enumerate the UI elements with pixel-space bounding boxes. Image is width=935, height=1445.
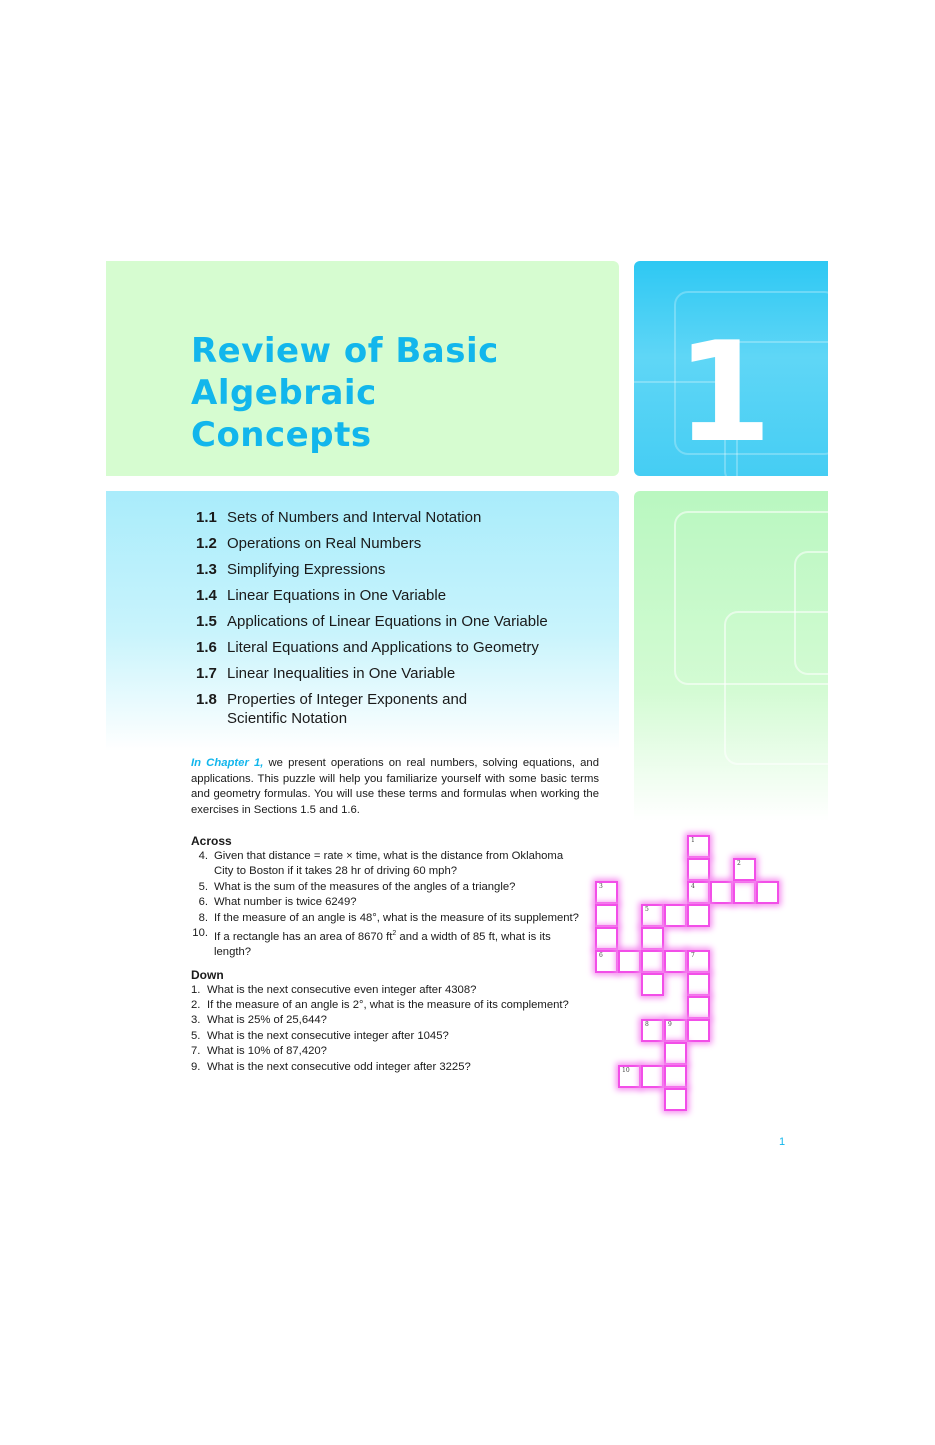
toc-title: Linear Inequalities in One Variable [227,665,456,682]
clue-number: 8. [198,911,208,924]
clue [191,895,581,910]
clue-text: What is 25% of 25,644? [207,1014,327,1027]
crossword-cell[interactable] [664,950,687,973]
clue [191,1029,581,1044]
toc-number: 1.1 [196,509,217,526]
crossword-cell[interactable] [687,858,710,881]
clue-number: 1. [191,983,201,996]
clue-text: What is the next consecutive integer after 1045? [207,1029,449,1042]
crossword-clues [191,833,581,1075]
intro-lead: In Chapter 1, [191,757,264,769]
decor-shape [794,551,828,675]
chapter-title [191,330,611,456]
toc-title: Operations on Real Numbers [227,535,422,552]
crossword-cell[interactable] [733,881,756,904]
crossword-cell[interactable]: 10 [618,1065,641,1088]
chapter-title-line-1: Review of Basic [191,331,499,371]
intro-text: we present operations on real numbers, solving equations, and applications. This puzzle will help you familiarize yourself with some basic terms and geometry formulas. You will use these terms and formulas when working the exercises in Sections 1.5 and 1.6. [191,757,600,816]
toc-number: 1.2 [196,535,217,552]
toc-item[interactable] [196,664,616,683]
clue-text: What is the sum of the measures of the angles of a triangle? [214,880,516,893]
clue [191,849,581,880]
crossword-cell[interactable] [664,1088,687,1111]
chapter-number: 1 [676,312,773,473]
crossword-cell[interactable] [641,927,664,950]
crossword-cell[interactable] [687,1019,710,1042]
crossword-cell[interactable]: 2 [733,858,756,881]
toc-title: Sets of Numbers and Interval Notation [227,509,482,526]
crossword-cell[interactable]: 8 [641,1019,664,1042]
crossword-cell[interactable] [595,904,618,927]
clue-text [214,926,581,961]
crossword-cell[interactable]: 7 [687,950,710,973]
clue [191,1060,581,1075]
clue [191,983,581,998]
clue-text: What number is twice 6249? [214,896,357,909]
superscript: 2 [392,930,397,938]
crossword-cell[interactable] [641,950,664,973]
toc-number: 1.8 [196,691,217,708]
clue-text: If the measure of an angle is 2°, what is the measure of its complement? [207,999,569,1012]
clue [191,998,581,1013]
clue-text-part: and a width of 85 ft, what is its length? [214,930,551,959]
side-decor-panel [634,491,828,821]
crossword-cell[interactable]: 1 [687,835,710,858]
clue-number: 6. [198,896,208,909]
toc-number: 1.5 [196,613,217,630]
crossword-cell[interactable]: 5 [641,904,664,927]
page-number: 1 [779,1136,786,1148]
toc-title: Simplifying Expressions [227,561,386,578]
crossword-cell[interactable]: 6 [595,950,618,973]
crossword-cell[interactable] [687,996,710,1019]
clue-number: 5. [191,1029,201,1042]
crossword-cell[interactable] [595,927,618,950]
toc-number: 1.4 [196,587,217,604]
crossword-cell[interactable]: 9 [664,1019,687,1042]
clue [191,1013,581,1028]
toc-item[interactable] [196,690,616,728]
across-clues [191,833,581,961]
toc-number: 1.3 [196,561,217,578]
toc-item[interactable] [196,638,616,657]
chapter-title-line-3: Concepts [191,415,372,455]
crossword-cell[interactable] [664,1042,687,1065]
chapter-title-line-2: Algebraic [191,373,377,413]
clue [191,911,581,926]
crossword-cell[interactable] [687,904,710,927]
clue-text: What is 10% of 87,420? [207,1045,327,1058]
down-clues [191,967,581,1075]
clue-text: Given that distance = rate × time, what is the distance from Oklahoma City to Boston if it takes 28 hr of driving 60 mph? [214,850,564,878]
clue-text: What is the next consecutive odd integer after 3225? [207,1060,471,1073]
clue-number: 7. [191,1045,201,1058]
toc-title: Properties of Integer Exponents and Scientific Notation [227,691,468,727]
clue-text-part: If a rectangle has an area of 8670 ft [214,930,393,943]
toc-title: Literal Equations and Applications to Geometry [227,639,539,656]
toc-item[interactable] [196,586,616,605]
clue-number: 2. [191,999,201,1012]
toc-item[interactable] [196,560,616,579]
clue-number: 4. [198,850,208,862]
toc-title: Linear Equations in One Variable [227,587,447,604]
crossword-cell[interactable] [687,973,710,996]
clue-number: 10. [192,927,208,940]
clue-text: What is the next consecutive even integer after 4308? [207,983,477,996]
crossword-cell[interactable] [664,1065,687,1088]
clue [191,880,581,895]
clue [191,1044,581,1059]
across-heading: Across [191,834,232,848]
crossword-cell[interactable] [641,973,664,996]
clue-text: If the measure of an angle is 48°, what is the measure of its supplement? [214,911,579,924]
toc-item[interactable] [196,508,616,527]
clue-number: 3. [191,1014,201,1027]
intro-paragraph [191,756,599,818]
toc-number: 1.7 [196,665,217,682]
crossword-cell[interactable]: 3 [595,881,618,904]
toc-item[interactable] [196,612,616,631]
crossword-cell[interactable] [618,950,641,973]
toc-number: 1.6 [196,639,217,656]
toc-item[interactable] [196,534,616,553]
down-heading: Down [191,967,224,982]
clue [191,926,581,961]
crossword-cell[interactable] [756,881,779,904]
crossword-cell[interactable] [710,881,733,904]
crossword-cell[interactable] [641,1065,664,1088]
crossword-cell[interactable]: 4 [687,881,710,904]
clue-number: 9. [191,1060,201,1073]
toc-title: Applications of Linear Equations in One Variable [227,613,548,630]
crossword-cell[interactable] [664,904,687,927]
table-of-contents [196,508,616,735]
clue-number: 5. [198,880,208,893]
